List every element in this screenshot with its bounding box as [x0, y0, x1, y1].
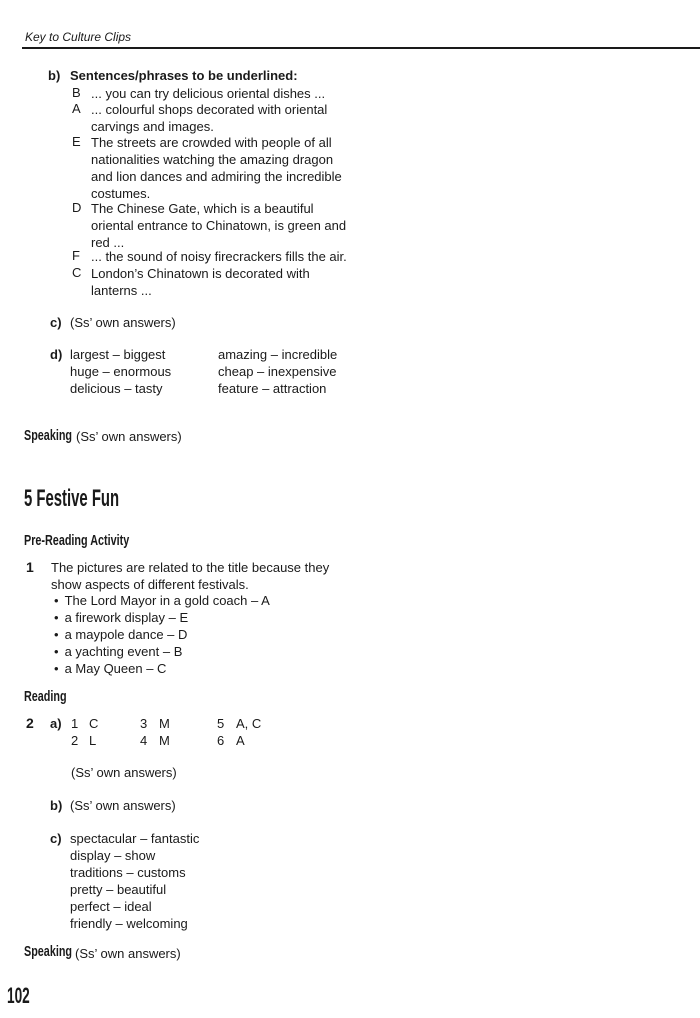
pre-reading-heading: Pre-Reading Activity — [24, 532, 130, 549]
answer-value: C — [89, 716, 99, 731]
reading-a-label: a) — [50, 716, 62, 731]
page-number: 102 — [7, 983, 30, 1008]
reading-heading: Reading — [24, 688, 67, 705]
letter-F: F — [72, 248, 80, 263]
list-item: spectacular – fantastic — [70, 831, 200, 846]
letter-A: A — [72, 101, 81, 116]
list-item: display – show — [70, 848, 156, 863]
unit-title: 5 Festive Fun — [24, 485, 120, 512]
speaking-text: (Ss’ own answers) — [76, 429, 182, 444]
list-item: • a maypole dance – D — [54, 626, 270, 643]
section-d-col2: amazing – incredible cheap – inexpensive feature – attraction — [218, 347, 338, 396]
answer-value: A — [236, 733, 245, 748]
letter-E: E — [72, 134, 81, 149]
header-rule — [22, 47, 700, 49]
section-b-heading: Sentences/phrases to be underlined: — [70, 68, 298, 83]
answer-number: 5 — [217, 716, 225, 731]
answer-number: 2 — [71, 733, 79, 748]
answer-value: L — [89, 733, 97, 748]
speaking-text: (Ss’ own answers) — [75, 946, 181, 961]
section-d-label: d) — [50, 347, 63, 362]
list-item: • a firework display – E — [54, 609, 270, 626]
letter-C: C — [72, 265, 82, 280]
exercise-number-2: 2 — [26, 715, 34, 731]
answer-value: A, C — [236, 716, 262, 731]
section-c-text: (Ss’ own answers) — [70, 315, 176, 330]
item-F-text: ... the sound of noisy firecrackers fills the air. — [91, 249, 347, 264]
list-item: • The Lord Mayor in a gold coach – A — [54, 592, 270, 609]
letter-D: D — [72, 200, 82, 215]
item-E-text: The streets are crowded with people of all nationalities watching the amazing dragon and lion dances and admiring the incredible costumes. — [91, 135, 342, 201]
list-item: friendly – welcoming — [70, 916, 188, 931]
answer-value: M — [159, 716, 170, 731]
speaking-heading: Speaking — [24, 427, 73, 444]
list-item: perfect – ideal — [70, 899, 152, 914]
reading-b-text: (Ss’ own answers) — [70, 798, 176, 813]
item-D-text: The Chinese Gate, which is a beautiful oriental entrance to Chinatown, is green and red ... — [91, 201, 347, 250]
reading-b-label: b) — [50, 798, 63, 813]
reading-c-label: c) — [50, 831, 62, 846]
pre-reading-text: The pictures are related to the title because they show aspects of different festivals. — [51, 560, 330, 592]
answer-value: M — [159, 733, 170, 748]
answer-number: 6 — [217, 733, 225, 748]
pre-reading-bullets — [54, 592, 270, 677]
exercise-number-1: 1 — [26, 559, 34, 575]
section-c-label: c) — [50, 315, 62, 330]
answer-number: 3 — [140, 716, 148, 731]
item-C-text: London’s Chinatown is decorated with lanterns ... — [91, 266, 310, 298]
list-item: • a yachting event – B — [54, 643, 270, 660]
list-item: pretty – beautiful — [70, 882, 167, 897]
item-B-text: ... you can try delicious oriental dishes ... — [91, 86, 326, 101]
reading-c-list — [70, 830, 199, 932]
speaking-heading: Speaking — [24, 943, 73, 960]
answer-number: 1 — [71, 716, 79, 731]
list-item: traditions – customs — [70, 865, 186, 880]
item-A-text: ... colourful shops decorated with oriental carvings and images. — [91, 102, 328, 134]
letter-B: B — [72, 85, 81, 100]
section-b-label: b) — [48, 68, 61, 83]
running-header: Key to Culture Clips — [25, 30, 132, 44]
list-item: • a May Queen – C — [54, 660, 270, 677]
section-d-col1: largest – biggest huge – enormous delicious – tasty — [70, 347, 172, 396]
answer-number: 4 — [140, 733, 148, 748]
reading-a-note: (Ss’ own answers) — [71, 765, 177, 780]
